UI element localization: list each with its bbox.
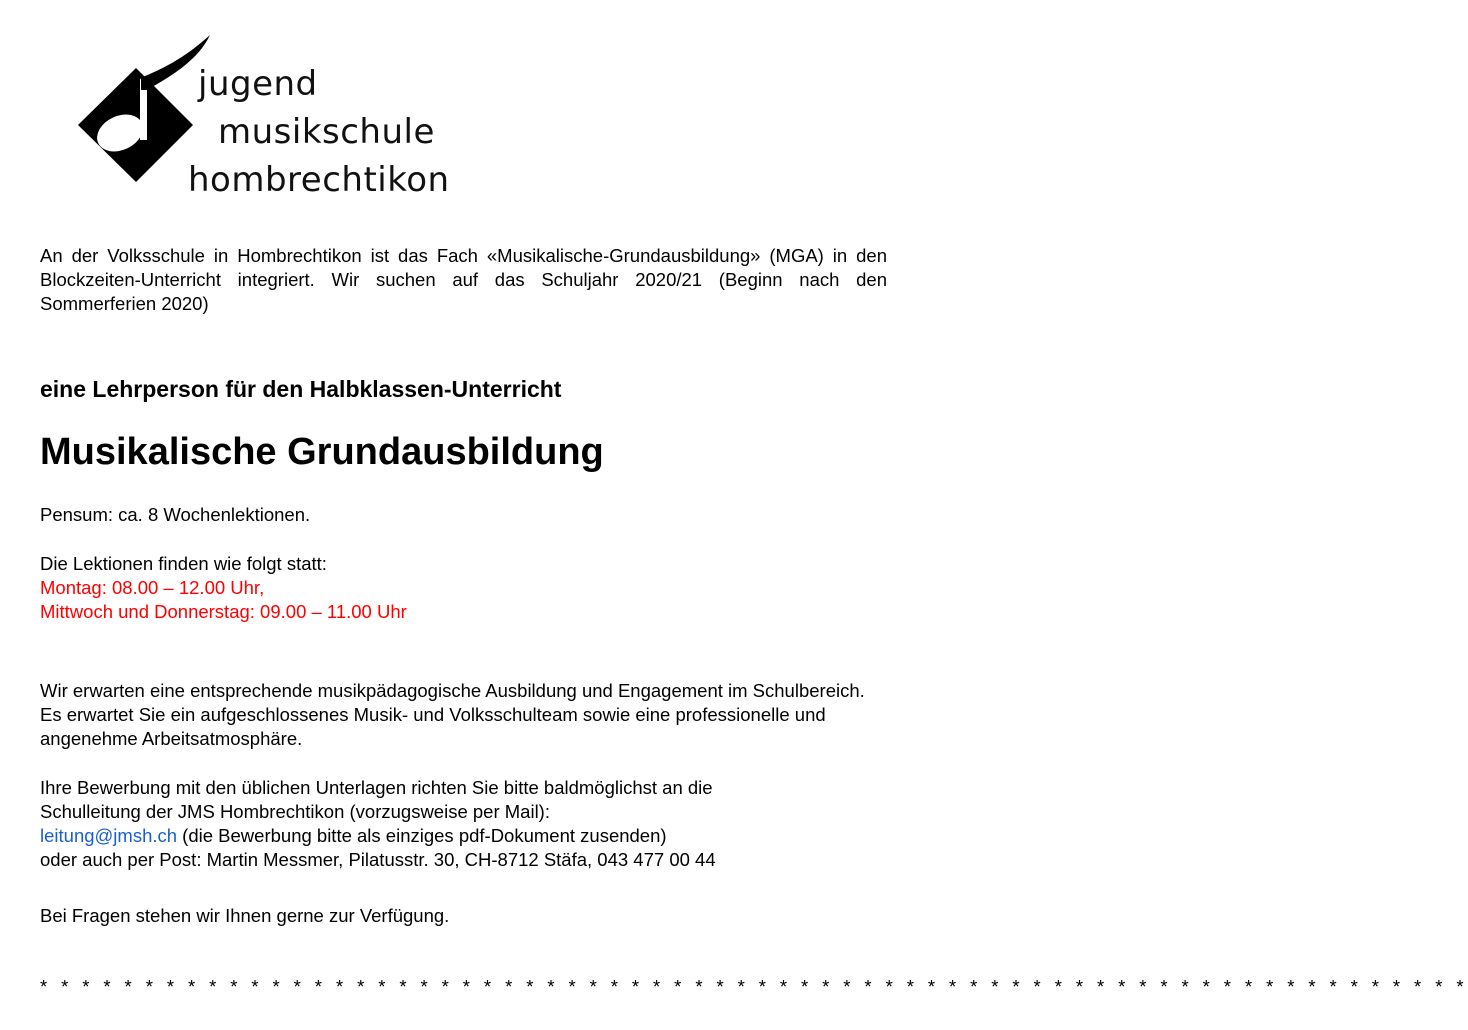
lesson-times xyxy=(40,552,407,624)
asterisk-divider: * * * * * * * * * * * * * * * * * * * * * * * * * * * * * * * * * * * * * * * * * * * * * * * * * * * * * * * * * * * * * * * * * * * * xyxy=(40,976,1468,997)
job-title: Musikalische Grundausbildung xyxy=(40,431,604,473)
application-line-2: Schulleitung der JMS Hombrechtikon (vorzugsweise per Mail): xyxy=(40,801,550,822)
job-subtitle: eine Lehrperson für den Halbklassen-Unterricht xyxy=(40,376,562,402)
application-line-1: Ihre Bewerbung mit den üblichen Unterlagen richten Sie bitte baldmöglichst an die xyxy=(40,777,713,798)
logo-line-musikschule: musikschule xyxy=(218,112,435,152)
intro-paragraph: An der Volksschule in Hombrechtikon ist das Fach «Musikalische-Grundausbildung» (MGA) in den Blockzeiten-Unterricht integriert. Wir suchen auf das Schuljahr 2020/21 (Beginn nach den Sommerferien 2020) xyxy=(40,245,887,314)
logo-line-jugend: jugend xyxy=(198,64,318,104)
lesson-time-wed-thu: Mittwoch und Donnerstag: 09.00 – 11.00 Uhr xyxy=(40,601,407,622)
application-paragraph xyxy=(40,776,887,872)
questions-text: Bei Fragen stehen wir Ihnen gerne zur Verfügung. xyxy=(40,905,450,926)
logo-line-hombrechtikon: hombrechtikon xyxy=(188,160,450,200)
logo-wordmark xyxy=(188,60,450,204)
lesson-time-monday: Montag: 08.00 – 12.00 Uhr, xyxy=(40,577,265,598)
application-line-3 xyxy=(40,824,887,848)
lesson-times-intro: Die Lektionen finden wie folgt statt: xyxy=(40,553,327,574)
email-note: (die Bewerbung bitte als einziges pdf-Dokument zusenden) xyxy=(177,825,667,846)
school-logo xyxy=(48,30,468,200)
email-link[interactable]: leitung@jmsh.ch xyxy=(40,825,178,846)
expectation-paragraph: Wir erwarten eine entsprechende musikpädagogische Ausbildung und Engagement im Schulbereich. Es erwartet Sie ein aufgeschlossenes Musik- und Volksschulteam sowie eine professionelle und angenehme Arbeitsatmosphäre. xyxy=(40,680,865,749)
application-line-4: oder auch per Post: Martin Messmer, Pilatusstr. 30, CH-8712 Stäfa, 043 477 00 44 xyxy=(40,849,716,870)
pensum-text: Pensum: ca. 8 Wochenlektionen. xyxy=(40,504,311,525)
